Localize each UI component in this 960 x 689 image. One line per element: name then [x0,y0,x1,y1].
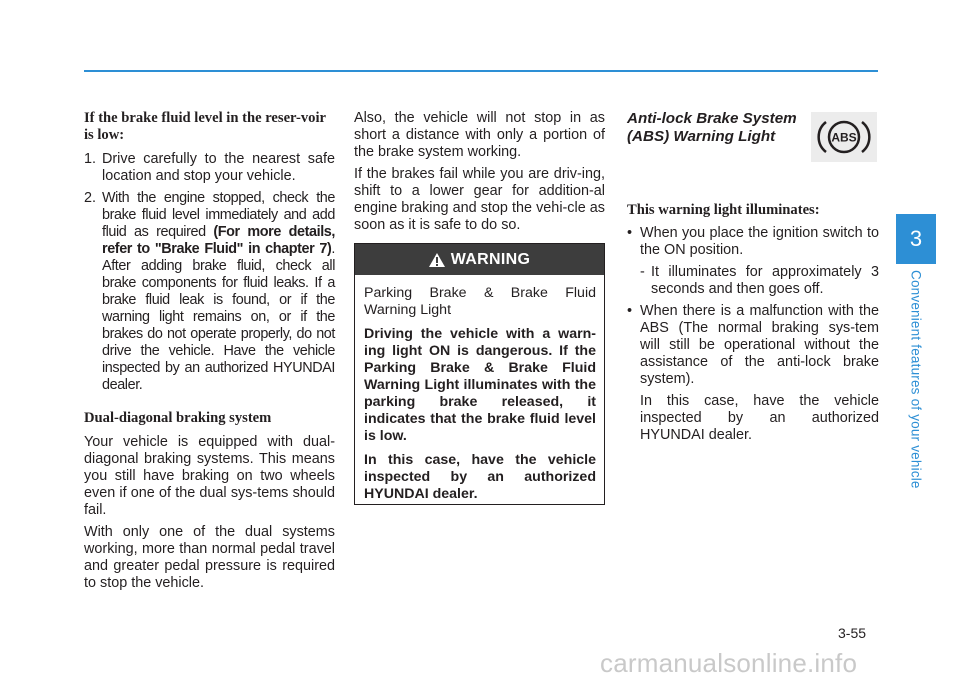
abs-icon-text: ABS [831,130,857,145]
list-text [102,190,335,394]
sub-item [640,264,879,298]
heading-dual-diagonal: Dual-diagonal braking system [84,410,272,426]
list-item-1 [84,151,335,185]
heading-low-fluid: If the brake fluid level in the reser-voir is low: [84,110,326,143]
warning-text: Driving the vehicle with a warn-ing light ON is dangerous. If the Parking Brake & Brake Fluid Warning Light illuminates with the parking brake released, it indicates that the brake fluid level is low. [364,326,596,444]
paragraph: With only one of the dual systems working, more than normal pedal travel and greater pedal pressure is required to stop the vehicle. [84,524,335,591]
list-text-a: With the engine stopped, check the brake fluid level immediately and add fluid as required [102,190,335,240]
warning-triangle-icon [429,253,445,267]
dash-mark: - [640,264,645,280]
column-left [84,110,335,597]
watermark: carmanualsonline.info [600,648,858,678]
warning-text: In this case, have the vehicle inspected by an authorized HYUNDAI dealer. [364,452,596,502]
warning-box [354,243,605,505]
list-text-bold: (For more details, refer to "Brake Fluid" in chapter 7) [102,224,335,257]
bullet-mark: • [627,303,633,319]
sub-text: It illuminates for approximately 3 seconds and then goes off. [651,264,879,297]
warning-body [355,275,604,503]
list-number: 2. [84,190,97,206]
list-text-b: . After adding brake fluid, check all brake components for fluid leaks. If a brake fluid leak is found, or if the warning light remains on, or if the brakes do not operate properly, do not drive the vehicle. Have the vehicle inspected by an authorized HYUNDAI dealer. [102,241,335,393]
section-side-label: Convenient features of your vehicle [908,270,924,489]
heading-illuminates: This warning light illuminates: [627,202,820,218]
paragraph: If the brakes fail while you are driv-ing, shift to a lower gear for addition-al engine braking and stop the vehi-cle as soon as it is safe to do so. [354,166,605,233]
list-number: 1. [84,151,97,167]
paragraph: Also, the vehicle will not stop in as short a distance with only a portion of the brake system working. [354,110,605,160]
column-middle [354,110,605,239]
warning-header [355,244,604,275]
bullet-item [627,225,879,259]
abs-section-title: Anti-lock Brake System (ABS) Warning Light [627,110,797,145]
abs-warning-icon [811,112,877,162]
page-number: 3-55 [838,625,867,641]
bullet-item [627,303,879,388]
warning-title: Parking Brake & Brake Fluid Warning Light [364,285,596,318]
chapter-number: 3 [909,226,923,251]
bullet-continuation: In this case, have the vehicle inspected by an authorized HYUNDAI dealer. [640,393,879,443]
bullet-text: When there is a malfunction with the ABS (The normal braking sys-tem will still be operational without the assistance of the anti-lock brake system). [640,303,879,387]
list-item-2 [84,190,335,394]
paragraph: Your vehicle is equipped with dual-diagonal braking systems. This means you still have braking on two wheels even if one of the dual sys-tems should fail. [84,434,335,518]
bullet-text: When you place the ignition switch to the ON position. [640,225,879,258]
chapter-tab [896,214,936,264]
warning-label: WARNING [450,250,531,268]
bullet-mark: • [627,225,633,241]
abs-icon-box [811,112,877,162]
top-rule [84,70,878,72]
list-text: Drive carefully to the nearest safe location and stop your vehicle. [102,151,335,184]
